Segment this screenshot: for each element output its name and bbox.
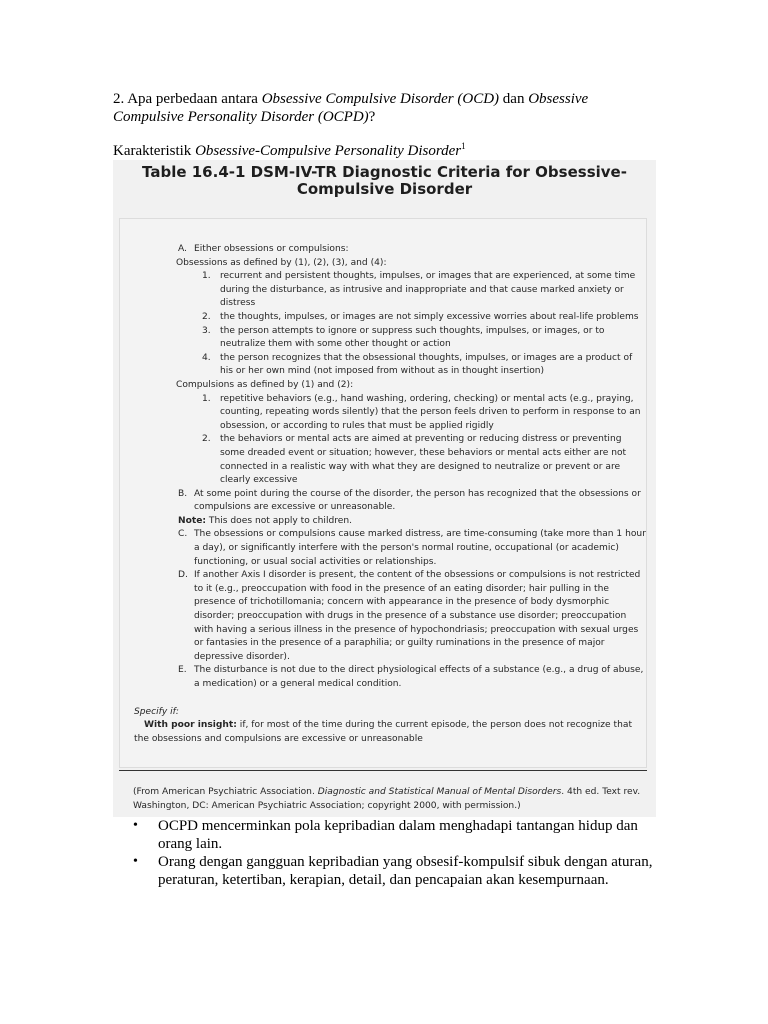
heading-term: Obsessive-Compulsive Personality Disorder: [195, 143, 462, 159]
insight-specifier: [120, 719, 646, 746]
note-text: This does not apply to children.: [208, 515, 353, 526]
subitem-text: the thoughts, impulses, or images are not simply excessive worries about real-life problems: [220, 311, 639, 322]
bullet-text: OCPD mencerminkan pola kepribadian dalam menghadapi tantangan hidup dan orang lain.: [158, 818, 638, 852]
criterion-text: If another Axis I disorder is present, the content of the obsessions or compulsions is not restricted to it (e.g., preoccupation with food in the presence of an eating disorder; hair pulling in the presence of trichotillomania; concern with appearance in the presence of body dysmorphic disorder; preoccupation with drugs in the presence of a substance use disorder; preoccupation with having a serious illness in the presence of hypochondriasis; preoccupation with sexual urges or fantasies in the presence of a paraphilia; or guilty ruminations in the presence of major depressive disorder).: [194, 570, 641, 662]
criterion-subitem: [120, 352, 646, 379]
insight-label: With poor insight:: [144, 720, 237, 731]
criterion-label: A.: [178, 244, 187, 254]
criterion-note: [120, 515, 646, 529]
note-label: Note:: [178, 515, 207, 526]
question-text-part: Apa perbedaan antara: [127, 91, 258, 107]
criterion-subitem: [120, 325, 646, 352]
criteria-box: [119, 218, 647, 768]
section-heading: [113, 142, 466, 160]
subitem-text: repetitive behaviors (e.g., hand washing, ordering, checking) or mental acts (e.g., praying, counting, repeating words silently) that the person feels driven to perform in response to an obsession, or according to rules that must be applied rigidly: [220, 393, 641, 431]
criterion-item: [136, 569, 646, 664]
question-term-ocd: Obsessive Compulsive Disorder (OCD): [261, 91, 500, 107]
criterion-subitem: [120, 433, 646, 487]
divider: [119, 770, 647, 771]
subitem-number: 2.: [202, 434, 211, 445]
source-title: Diagnostic and Statistical Manual of Mental Disorders: [317, 787, 562, 797]
criterion-text: Either obsessions or compulsions:: [194, 244, 349, 254]
subitem-number: 3.: [202, 325, 211, 336]
criterion-label: D.: [178, 570, 188, 581]
question-number: 2.: [113, 91, 125, 107]
footnote-marker: 1: [461, 141, 466, 151]
criterion-item: [136, 243, 646, 257]
subitem-number: 1.: [202, 393, 211, 404]
subitem-number: 1.: [202, 271, 211, 282]
criterion-item: [136, 488, 646, 515]
source-text: . 4th ed. Text rev. Washington, DC: American Psychiatric Association; copyright 2000, with permission.): [133, 787, 641, 811]
source-citation: [133, 786, 643, 813]
bullet-text: Orang dengan gangguan kepribadian yang obsesif-kompulsif sibuk dengan aturan, peraturan, ketertiban, kerapian, detail, dan pencapaian akan kesempurnaan.: [158, 854, 653, 888]
criterion-label: E.: [178, 665, 187, 676]
question-mark: ?: [368, 109, 376, 125]
question-term-ocpd: Obsessive Compulsive Personality Disorder (OCPD): [113, 91, 589, 125]
criterion-item: [136, 528, 646, 569]
subitem-text: the person attempts to ignore or suppress such thoughts, impulses, or images, or to neutralize them with some other thought or action: [220, 325, 605, 350]
subitem-text: recurrent and persistent thoughts, impulses, or images that are experienced, at some time during the disturbance, as intrusive and inappropriate and that cause marked anxiety or distress: [220, 271, 636, 309]
source-text: (From American Psychiatric Association.: [133, 787, 315, 797]
bullet-icon: •: [133, 818, 138, 833]
criterion-subitem: [120, 270, 646, 311]
insight-text: if, for most of the time during the current episode, the person does not recognize that the obsessions and compulsions are excessive or unreasonable: [134, 720, 633, 744]
dsm-criteria-figure: [113, 160, 656, 817]
criterion-subheading: Obsessions as defined by (1), (2), (3), and (4):: [176, 257, 387, 268]
question-text: [113, 90, 633, 126]
criteria-list: [120, 243, 646, 746]
figure-title: Table 16.4-1 DSM-IV-TR Diagnostic Criteria for Obsessive-Compulsive Disorder: [142, 163, 627, 198]
subitem-text: the behaviors or mental acts are aimed at preventing or reducing distress or preventing some dreaded event or situation; however, these behaviors or mental acts either are not connected in a realistic way with what they are designed to neutralize or prevent or are clearly excessive: [220, 434, 627, 486]
criterion-label: B.: [178, 488, 188, 499]
question-text-part: dan: [502, 91, 525, 107]
bullet-list: [133, 817, 663, 889]
criterion-item: [136, 664, 646, 691]
heading-text: Karakteristik: [113, 143, 192, 159]
subitem-number: 2.: [202, 311, 211, 322]
criterion-subitem: [120, 311, 646, 325]
criterion-subheading: Compulsions as defined by (1) and (2):: [176, 379, 354, 390]
criterion-subitem: [120, 393, 646, 434]
criterion-text: The disturbance is not due to the direct physiological effects of a substance (e.g., a drug of abuse, a medication) or a general medical condition.: [194, 665, 644, 689]
subitem-text: the person recognizes that the obsessional thoughts, impulses, or images are a product of his or her own mind (not imposed from without as in thought insertion): [220, 352, 633, 377]
criterion-text: The obsessions or compulsions cause marked distress, are time-consuming (take more than 1 hour a day), or significantly interfere with the person's normal routine, occupational (or academic) functioning, or usual social activities or relationships.: [194, 529, 646, 567]
criterion-text: At some point during the course of the disorder, the person has recognized that the obsessions or compulsions are excessive or unreasonable.: [194, 488, 641, 513]
specify-label: Specify if:: [134, 706, 179, 717]
list-item: [133, 817, 663, 853]
bullet-icon: •: [133, 854, 138, 869]
subitem-number: 4.: [202, 352, 211, 363]
criterion-label: C.: [178, 529, 188, 540]
list-item: [133, 853, 663, 889]
